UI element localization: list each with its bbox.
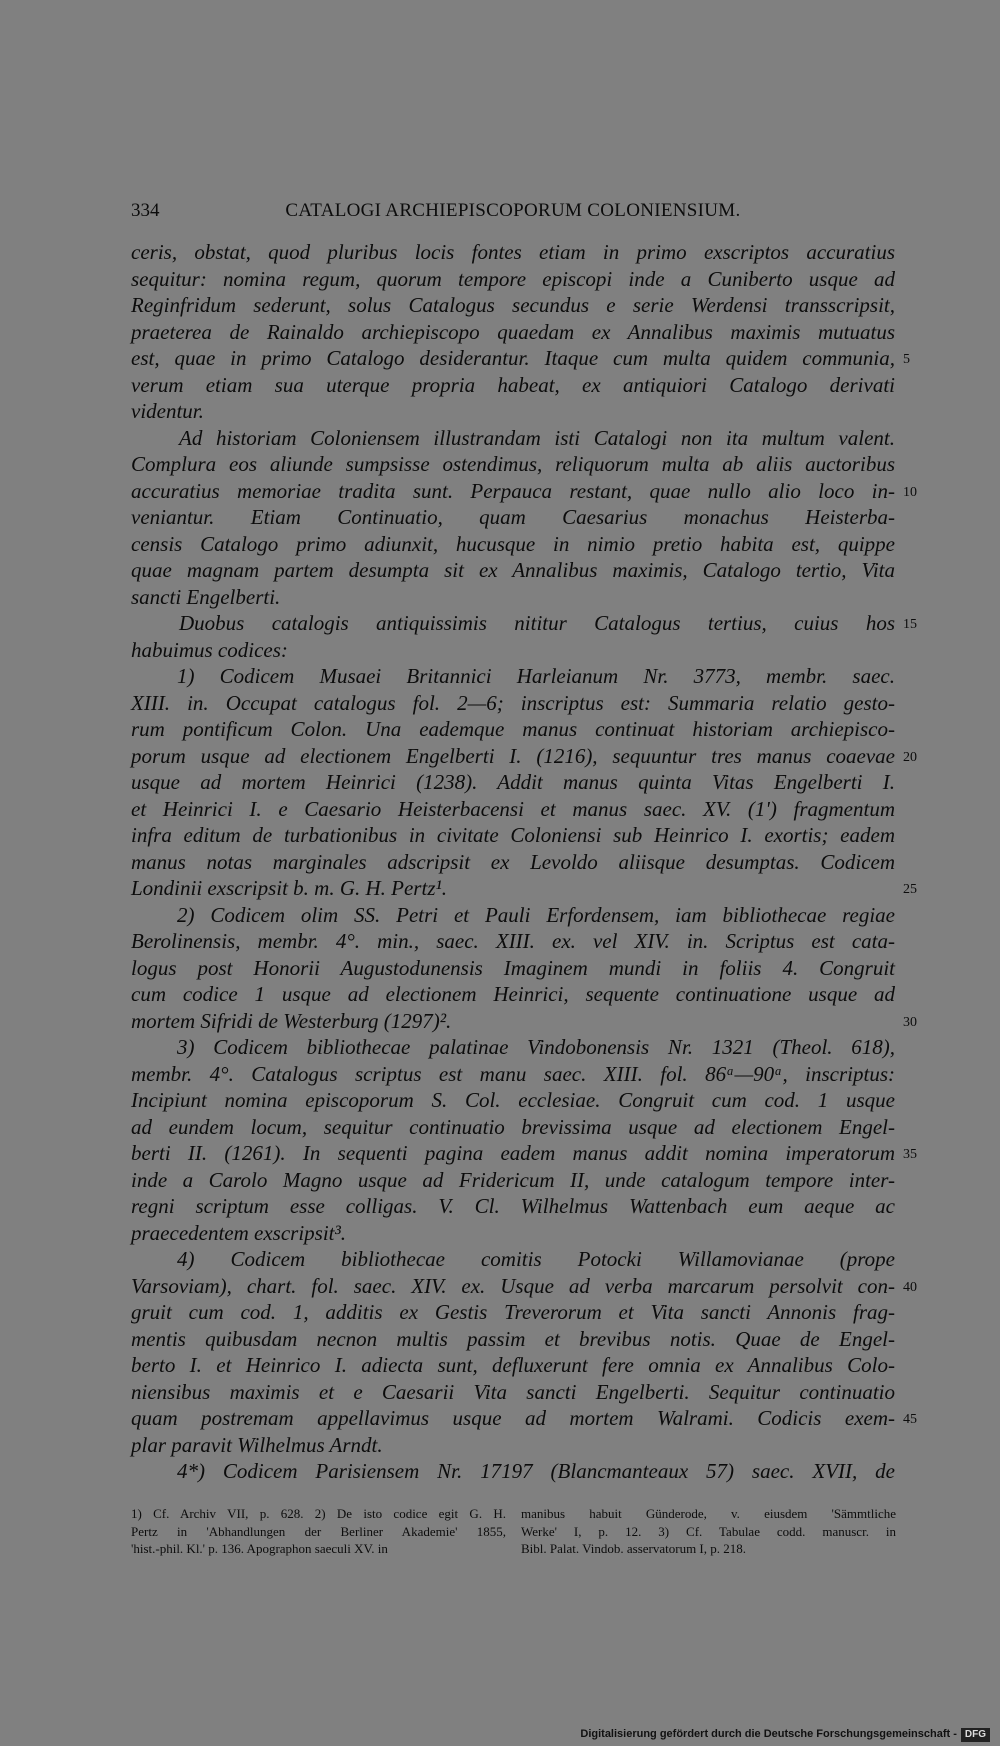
- text-line-content: Ad historiam Coloniensem illustrandam isti Catalogi non ita multum valent.: [179, 425, 895, 450]
- text-line: [131, 822, 895, 849]
- text-line: [131, 1299, 895, 1326]
- text-line-content: praecedentem exscripsit³.: [131, 1220, 347, 1245]
- line-number: 10: [903, 484, 917, 500]
- text-line: [131, 716, 895, 743]
- line-number: 45: [903, 1412, 917, 1427]
- text-line-content: porum usque ad electionem Engelberti I. (1216), sequuntur tres manus coaevae: [131, 743, 895, 768]
- running-title: CATALOGI ARCHIEPISCOPORUM COLONIENSIUM.: [285, 200, 741, 221]
- text-line-content: videntur.: [131, 399, 204, 423]
- text-line-content: regni scriptum esse colligas. V. Cl. Wilhelmus Wattenbach eum aeque ac: [131, 1194, 895, 1218]
- text-line-content: niensibus maximis et e Caesarii Vita sancti Engelberti. Sequitur continuatio: [131, 1379, 895, 1404]
- text-line-content: 4*) Codicem Parisiensem Nr. 17197 (Blancmanteaux 57) saec. XVII, de: [177, 1459, 895, 1483]
- footnotes-right-column: [521, 1505, 896, 1558]
- footnotes-left-column: [131, 1505, 506, 1558]
- text-line-content: Complura eos aliunde sumpsisse ostendimus, reliquorum multa ab aliis auctoribus: [131, 452, 895, 476]
- text-line-content: berti II. (1261). In sequenti pagina eadem manus addit nomina imperatorum: [131, 1141, 895, 1165]
- line-number: 35: [903, 1147, 917, 1162]
- text-line: [131, 345, 910, 372]
- credit-text: Digitalisierung gefördert durch die Deutsche Forschungsgemeinschaft -: [580, 1728, 957, 1740]
- footnote-line: 'hist.-phil. Kl.' p. 136. Apographon saeculi XV. in: [131, 1541, 388, 1556]
- footnote-line: manibus habuit Günderode, v. eiusdem 'Sämmtliche: [521, 1506, 896, 1521]
- text-line-content: Reginfridum sederunt, solus Catalogus secundus e serie Werdensi transscripsit,: [131, 293, 895, 317]
- text-line: [131, 1114, 895, 1141]
- line-number: 40: [903, 1279, 917, 1295]
- text-line: [131, 1193, 895, 1220]
- text-line: [131, 955, 895, 982]
- text-line: [131, 1273, 917, 1300]
- text-line: [131, 425, 895, 452]
- text-line: [131, 584, 895, 611]
- text-line: [131, 610, 917, 637]
- text-line-content: 2) Codicem olim SS. Petri et Pauli Erfordensem, iam bibliothecae regiae: [177, 902, 895, 927]
- text-line-content: membr. 4°. Catalogus scriptus est manu saec. XIII. fol. 86ᵃ—90ᵃ, inscriptus:: [131, 1061, 895, 1086]
- line-number: 15: [903, 617, 917, 632]
- footnote-line: Pertz in 'Abhandlungen der Berliner Akademie' 1855,: [131, 1523, 506, 1539]
- text-line: [131, 1220, 895, 1247]
- text-line: [131, 875, 917, 902]
- line-number: 20: [903, 749, 917, 765]
- text-line-content: habuimus codices:: [131, 637, 288, 662]
- text-line: [131, 478, 917, 505]
- text-line-content: accuratius memoriae tradita sunt. Perpauca restant, quae nullo alio loco in-: [131, 478, 895, 503]
- text-line-content: XIII. in. Occupat catalogus fol. 2—6; inscriptus est: Summaria relatio gesto-: [131, 690, 895, 715]
- text-line: [131, 1087, 895, 1114]
- text-line: [131, 928, 895, 955]
- text-line: [131, 1167, 895, 1194]
- text-line-content: quae magnam partem desumpta sit ex Annalibus maximis, Catalogo tertio, Vita: [131, 558, 895, 582]
- text-line-content: infra editum de turbationibus in civitate Coloniensi sub Heinrico I. exortis; eadem: [131, 823, 895, 847]
- text-line: [131, 981, 895, 1008]
- text-line: [131, 1458, 895, 1485]
- page-header: [131, 200, 895, 230]
- text-line: [131, 531, 895, 558]
- footnote-line: Bibl. Palat. Vindob. asservatorum I, p. 218.: [521, 1541, 747, 1556]
- text-line-content: 3) Codicem bibliothecae palatinae Vindobonensis Nr. 1321 (Theol. 618),: [177, 1035, 895, 1059]
- text-line: [131, 663, 895, 690]
- text-line-content: 4) Codicem bibliothecae comitis Potocki Willamovianae (prope: [177, 1247, 895, 1271]
- text-line-content: inde a Carolo Magno usque ad Fridericum II, unde catalogum tempore inter-: [131, 1167, 895, 1192]
- dfg-logo: DFG: [961, 1728, 990, 1742]
- text-line: [131, 292, 895, 319]
- text-line: [131, 902, 895, 929]
- footnote-line: 1) Cf. Archiv VII, p. 628. 2) De isto codice egit G. H.: [131, 1506, 506, 1521]
- text-line: [131, 398, 895, 425]
- text-line-content: Varsoviam), chart. fol. saec. XIV. ex. Usque ad verba marcarum persolvit con-: [131, 1273, 895, 1298]
- text-line-content: verum etiam sua uterque propria habeat, ex antiquiori Catalogo derivati: [131, 372, 895, 397]
- line-number: 5: [903, 352, 910, 367]
- line-number: 25: [903, 882, 917, 897]
- text-line: [131, 769, 895, 796]
- footnote-line: Werke' I, p. 12. 3) Cf. Tabulae codd. manuscr. in: [521, 1523, 896, 1539]
- line-number: 30: [903, 1014, 917, 1030]
- text-line: [131, 1008, 917, 1035]
- text-line-content: et Heinrici I. e Caesario Heisterbacensi et manus saec. XV. (1') fragmentum: [131, 796, 895, 821]
- text-line-content: rum pontificum Colon. Una eademque manus continuat historiam archiepisco-: [131, 717, 895, 741]
- text-line: [131, 557, 895, 584]
- text-line: [131, 743, 917, 770]
- text-line-content: sancti Engelberti.: [131, 584, 281, 609]
- text-line-content: ceris, obstat, quod pluribus locis fontes etiam in primo exscriptos accuratius: [131, 240, 895, 264]
- page-number: 334: [131, 200, 160, 221]
- text-line-content: sequitur: nomina regum, quorum tempore episcopi inde a Cuniberto usque ad: [131, 266, 895, 291]
- text-line: [131, 1379, 895, 1406]
- text-line-content: Incipiunt nomina episcoporum S. Col. ecclesiae. Congruit cum cod. 1 usque: [131, 1088, 895, 1112]
- text-line-content: 1) Codicem Musaei Britannici Harleianum Nr. 3773, membr. saec.: [177, 664, 895, 688]
- body-text: [131, 239, 917, 1485]
- text-line-content: mortem Sifridi de Westerburg (1297)².: [131, 1008, 452, 1033]
- text-line-content: censis Catalogo primo adiunxit, hucusque in nimio pretio habita est, quippe: [131, 531, 895, 556]
- text-line: [131, 239, 895, 266]
- text-line: [131, 1246, 895, 1273]
- text-line-content: ad eundem locum, sequitur continuatio brevissima usque ad electionem Engel-: [131, 1114, 895, 1139]
- text-line-content: logus post Honorii Augustodunensis Imaginem mundi in foliis 4. Congruit: [131, 955, 895, 980]
- text-line: [131, 1432, 895, 1459]
- text-line: [131, 319, 895, 346]
- text-line: [131, 1061, 895, 1088]
- text-line-content: berto I. et Heinrico I. adiecta sunt, defluxerunt fere omnia ex Annalibus Colo-: [131, 1353, 895, 1377]
- digitization-credit: [580, 1728, 990, 1746]
- text-line-content: cum codice 1 usque ad electionem Heinrici, sequente continuatione usque ad: [131, 982, 895, 1006]
- text-line-content: manus notas marginales adscripsit ex Levoldo aliisque desumptas. Codicem: [131, 849, 895, 874]
- text-line: [131, 451, 895, 478]
- text-line: [131, 1326, 895, 1353]
- text-line: [131, 690, 895, 717]
- text-line: [131, 1034, 895, 1061]
- text-line-content: usque ad mortem Heinrici (1238). Addit manus quinta Vitas Engelberti I.: [131, 770, 895, 794]
- text-line: [131, 1140, 917, 1167]
- text-line: [131, 504, 895, 531]
- text-line: [131, 637, 895, 664]
- text-line: [131, 266, 895, 293]
- text-line-content: Duobus catalogis antiquissimis nititur Catalogus tertius, cuius hos: [179, 611, 895, 635]
- text-line: [131, 1405, 917, 1432]
- text-line: [131, 849, 895, 876]
- text-line-content: Londinii exscripsit b. m. G. H. Pertz¹.: [131, 876, 448, 900]
- text-line-content: Berolinensis, membr. 4°. min., saec. XIII. ex. vel XIV. in. Scriptus est cata-: [131, 929, 895, 953]
- text-line-content: praeterea de Rainaldo archiepiscopo quaedam ex Annalibus maximis mutuatus: [131, 319, 895, 344]
- text-line-content: mentis quibusdam necnon multis passim et brevibus notis. Quae de Engel-: [131, 1326, 895, 1351]
- text-line: [131, 1352, 895, 1379]
- text-line-content: veniantur. Etiam Continuatio, quam Caesarius monachus Heisterba-: [131, 505, 895, 529]
- text-line: [131, 372, 895, 399]
- text-line: [131, 796, 895, 823]
- text-line-content: plar paravit Wilhelmus Arndt.: [131, 1432, 383, 1457]
- text-line-content: gruit cum cod. 1, additis ex Gestis Treverorum et Vita sancti Annonis frag-: [131, 1300, 895, 1324]
- text-line-content: quam postremam appellavimus usque ad mortem Walrami. Codicis exem-: [131, 1406, 895, 1430]
- text-line-content: est, quae in primo Catalogo desiderantur. Itaque cum multa quidem communia,: [131, 346, 895, 370]
